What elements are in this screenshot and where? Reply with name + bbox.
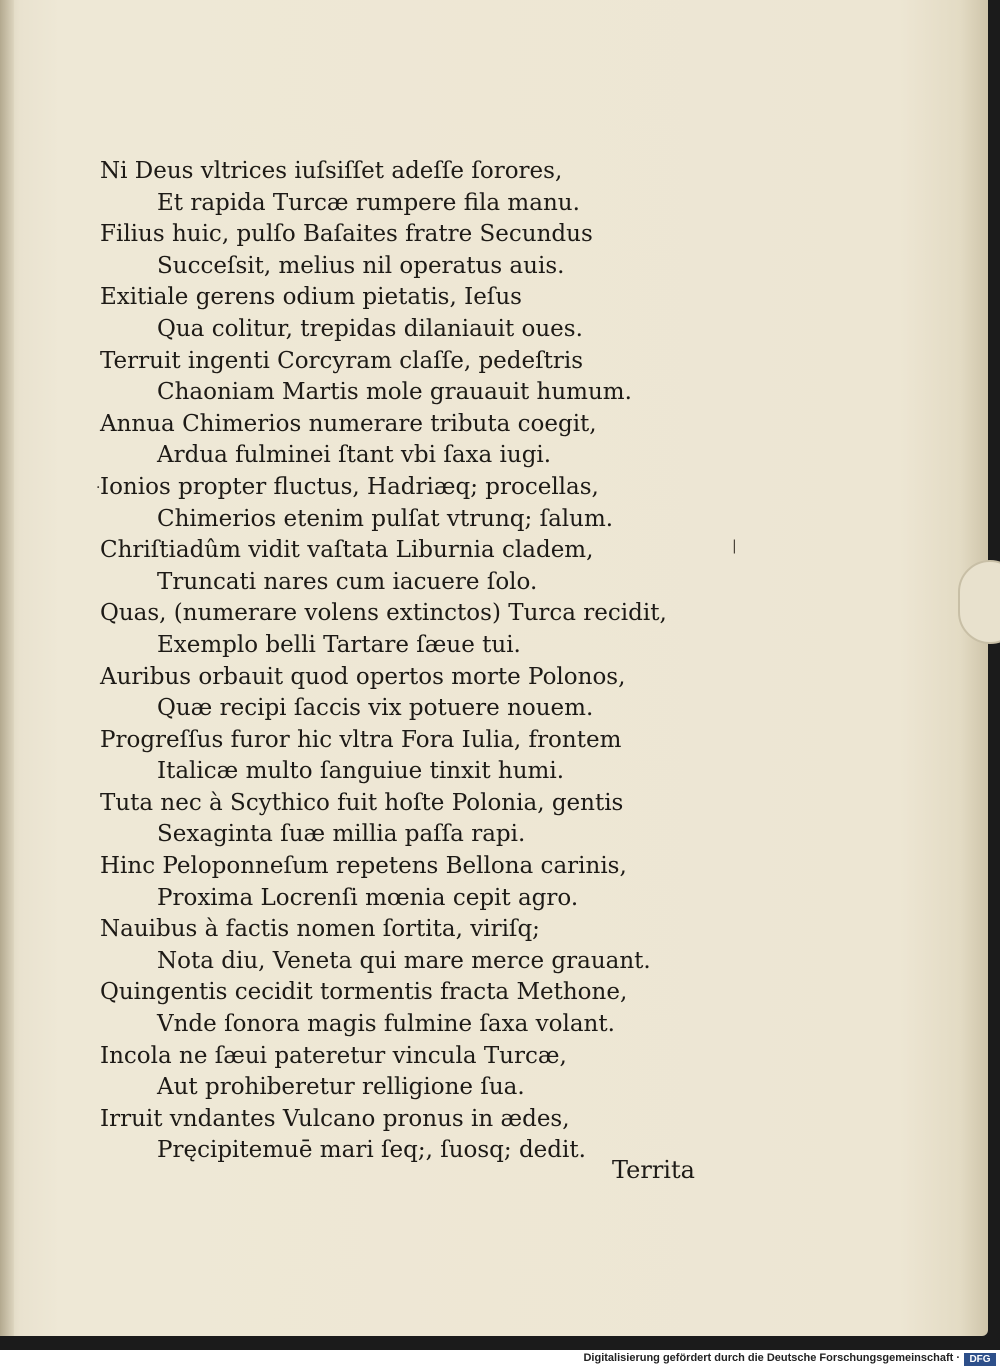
verse-line: Progreſſus furor hic vltra Fora Iulia, frontem	[100, 726, 622, 753]
verse-line: Quæ recipi ſaccis vix potuere nouem.	[157, 695, 594, 722]
dfg-logo: DFG	[964, 1353, 996, 1366]
verse-line: Hinc Peloponneſum repetens Bellona carinis,	[100, 853, 627, 880]
verse-line: Ni Deus vltrices iuſsiſſet adeſſe ſorores,	[100, 158, 563, 184]
verse-line: Exemplo belli Tartare ſæue tui.	[157, 631, 521, 658]
page-gutter	[0, 0, 14, 1336]
verse-line: Annua Chimerios numerare tributa coegit,	[100, 410, 597, 437]
verse-line: Terruit ingenti Corcyram claſſe, pedeſtris	[100, 347, 584, 374]
verse-line: Proxima Locrenſi mœnia cepit agro.	[157, 884, 579, 911]
verse-line: Vnde ſonora magis fulmine ſaxa volant.	[157, 1011, 615, 1038]
ink-mark: |	[732, 538, 737, 554]
verse-line: Sexaginta ſuæ millia paſſa rapi.	[157, 821, 526, 848]
verse-line: Et rapida Turcæ rumpere fila manu.	[157, 189, 580, 216]
verse-line: Ardua fulminei ſtant vbi ſaxa iugi.	[157, 442, 552, 469]
poem-text-block	[100, 156, 740, 1167]
verse-line: Succeſsit, melius nil operatus auis.	[157, 252, 565, 279]
verse-line: Nota diu, Veneta qui mare merce grauant.	[157, 947, 651, 974]
verse-line: Chriſtiadûm vidit vaſtata Liburnia cladem,	[100, 537, 594, 564]
verse-line: Tuta nec à Scythico fuit hoſte Polonia, gentis	[100, 789, 624, 816]
verse-line: Qua colitur, trepidas dilaniauit oues.	[157, 315, 583, 342]
verse-line: Irruit vndantes Vulcano pronus in ædes,	[100, 1105, 570, 1132]
page-tab-notch	[958, 560, 1000, 644]
verse-line: Chimerios etenim pulſat vtrunq; ſalum.	[157, 505, 614, 532]
verse-line: Ionios propter fluctus, Hadriæq; procellas,	[100, 473, 599, 500]
verse-line: Quas, (numerare volens extinctos) Turca recidit,	[100, 600, 667, 627]
verse-line: Pręcipitemuē mari ſeq;, ſuosq; dedit.	[157, 1137, 586, 1164]
verse-line: Truncati nares cum iacuere ſolo.	[157, 568, 538, 595]
verse-line: Italicæ multo ſanguiue tinxit humi.	[157, 758, 565, 785]
funding-credit: Digitalisierung gefördert durch die Deutsche Forschungsgemeinschaft ·	[583, 1352, 960, 1364]
catchword: Territa	[612, 1156, 695, 1184]
verse-line: Filius huic, pulſo Baſaites fratre Secundus	[100, 221, 593, 248]
verse-line: Quingentis cecidit tormentis fracta Methone,	[100, 979, 628, 1006]
verse-line: Incola ne ſæui pateretur vincula Turcæ,	[100, 1042, 567, 1069]
verse-line: Aut prohiberetur relligione ſua.	[157, 1074, 525, 1101]
verse-line: Chaoniam Martis mole grauauit humum.	[157, 379, 632, 406]
verse-line: Nauibus à factis nomen ſortita, viriſq;	[100, 916, 540, 943]
verse-line: Auribus orbauit quod opertos morte Polonos,	[100, 663, 626, 690]
ink-blot: ·	[96, 480, 101, 496]
verse-line: Exitiale gerens odium pietatis, Ieſus	[100, 284, 522, 311]
